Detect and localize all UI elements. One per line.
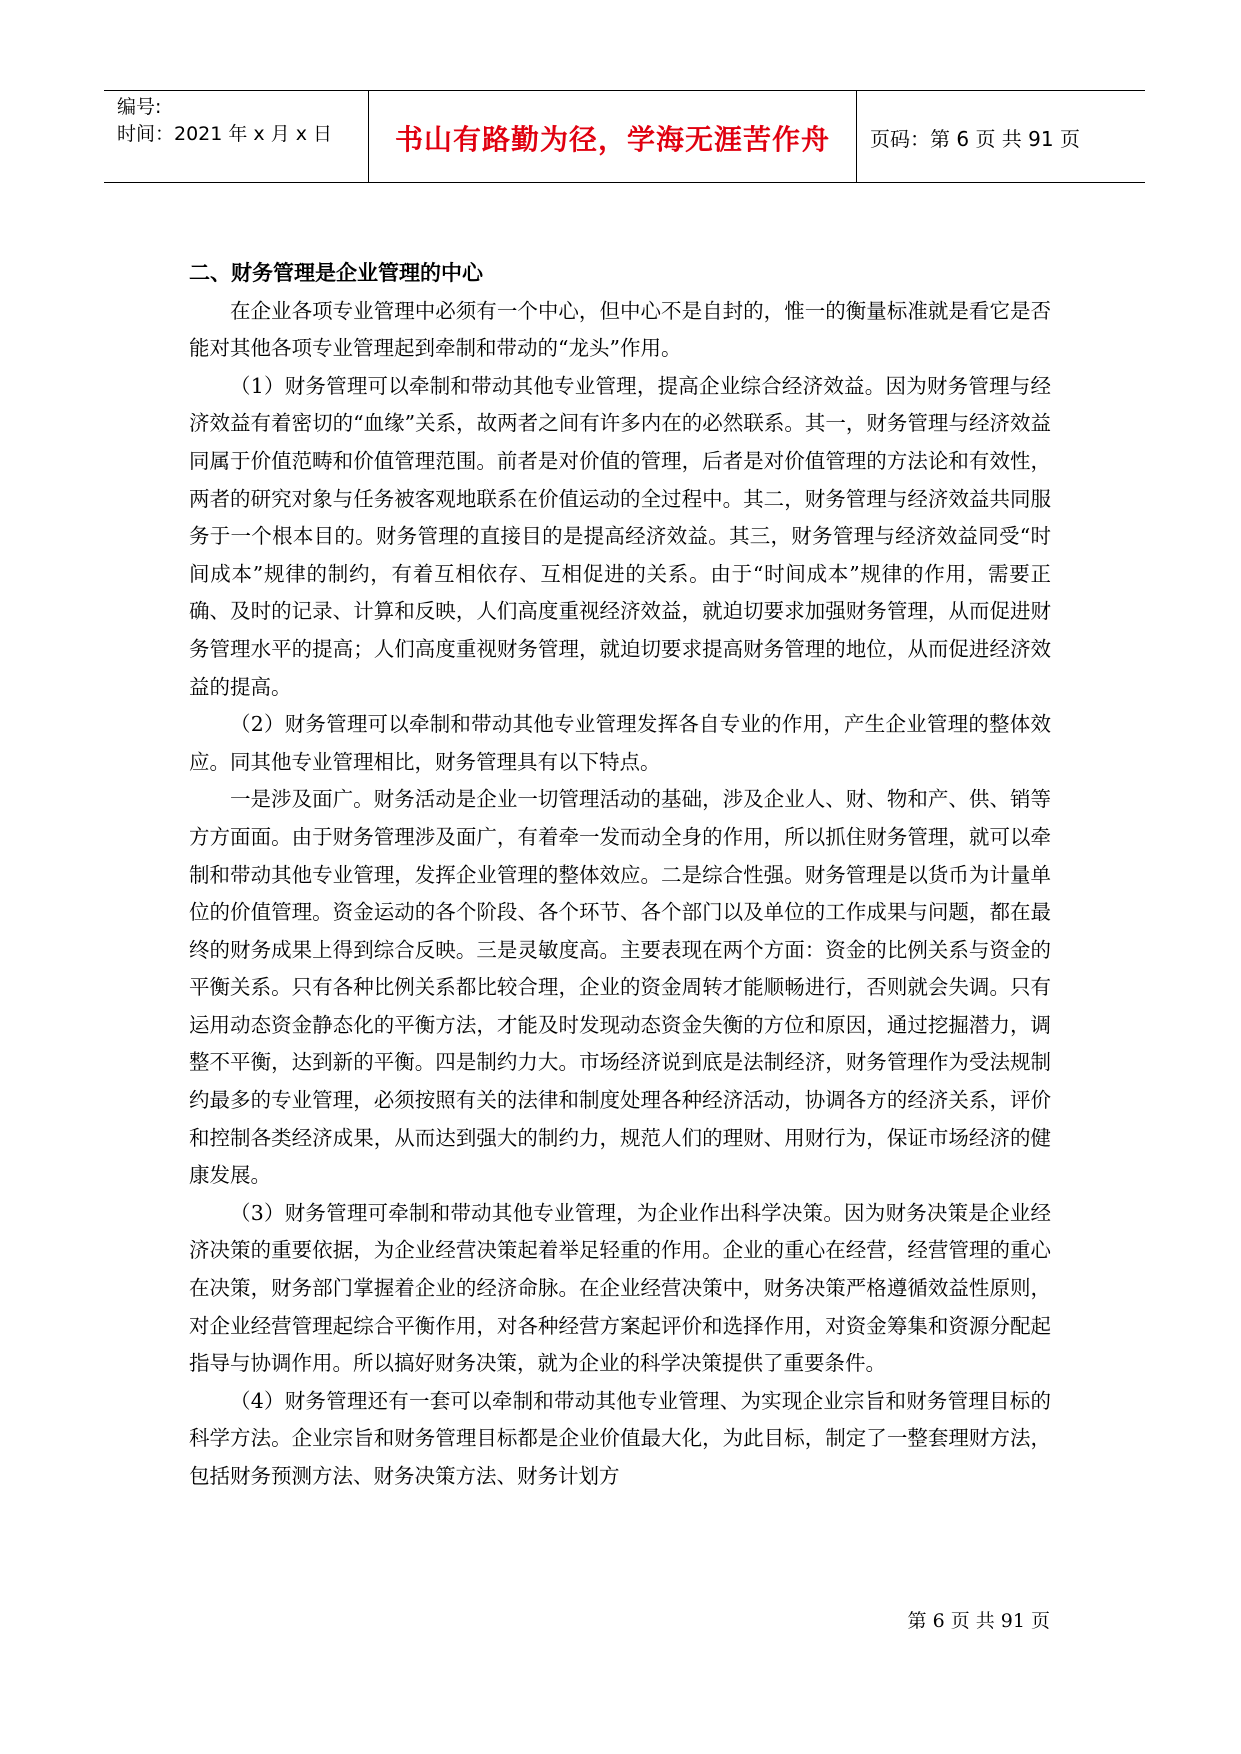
header-top-rule [104,90,1145,91]
header-left-block [117,94,332,148]
paragraph: 在企业各项专业管理中必须有一个中心，但中心不是自封的，惟一的衡量标准就是看它是否能对其他各项专业管理起到牵制和带动的“龙头”作用。 [189,298,1051,361]
paragraph: （1）财务管理可以牵制和带动其他专业管理，提高企业综合经济效益。因为财务管理与经济效益有着密切的“血缘”关系，故两者之间有许多内在的必然联系。其一，财务管理与经济效益同属于价值范畴和价值管理范围。前者是对价值的管理，后者是对价值管理的方法论和有效性，两者的研究对象与任务被客观地联系在价值运动的全过程中。其二，财务管理与经济效益共同服务于一个根本目的。财务管理的直接目的是提高经济效益。其三，财务管理与经济效益同受“时间成本”规律的制约，有着互相依存、互相促进的关系。由于“时间成本”规律的作用，需要正确、及时的记录、计算和反映，人们高度重视经济效益，就迫切要求加强财务管理，从而促进财务管理水平的提高；人们高度重视财务管理，就迫切要求提高财务管理的地位，从而促进经济效益的提高。 [189,373,1051,699]
section-title: 二、财务管理是企业管理的中心 [189,261,483,285]
header-bottom-rule [104,182,1145,183]
paragraph: （4）财务管理还有一套可以牵制和带动其他专业管理、为实现企业宗旨和财务管理目标的科学方法。企业宗旨和财务管理目标都是企业价值最大化，为此目标，制定了一整套理财方法，包括财务预测方法、财务决策方法、财务计划方 [189,1388,1051,1488]
header-time-label: 时间：2021 年 x 月 x 日 [117,123,333,145]
header-divider-right [856,90,857,182]
header-motto: 书山有路勤为径，学海无涯苦作舟 [394,123,830,156]
header-page-code: 页码：第 6 页 共 91 页 [870,127,1080,151]
paragraph: （3）财务管理可牵制和带动其他专业管理，为企业作出科学决策。因为财务决策是企业经济决策的重要依据，为企业经营决策起着举足轻重的作用。企业的重心在经营，经营管理的重心在决策，财务部门掌握着企业的经济命脉。在企业经营决策中，财务决策严格遵循效益性原则，对企业经营管理起综合平衡作用，对各种经营方案起评价和选择作用，对资金筹集和资源分配起指导与协调作用。所以搞好财务决策，就为企业的科学决策提供了重要条件。 [189,1200,1051,1376]
page-footer: 第 6 页 共 91 页 [907,1610,1050,1632]
document-body [189,255,1051,1496]
paragraph: （2）财务管理可以牵制和带动其他专业管理发挥各自专业的作用，产生企业管理的整体效应。同其他专业管理相比，财务管理具有以下特点。 [189,712,1051,774]
paragraph: 一是涉及面广。财务活动是企业一切管理活动的基础，涉及企业人、财、物和产、供、销等方方面面。由于财务管理涉及面广，有着牵一发而动全身的作用，所以抓住财务管理，就可以牵制和带动其他专业管理，发挥企业管理的整体效应。二是综合性强。财务管理是以货币为计量单位的价值管理。资金运动的各个阶段、各个环节、各个部门以及单位的工作成果与问题，都在最终的财务成果上得到综合反映。三是灵敏度高。主要表现在两个方面：资金的比例关系与资金的平衡关系。只有各种比例关系都比较合理，企业的资金周转才能顺畅进行，否则就会失调。只有运用动态资金静态化的平衡方法，才能及时发现动态资金失衡的方位和原因，通过挖掘潜力，调整不平衡，达到新的平衡。四是制约力大。市场经济说到底是法制经济，财务管理作为受法规制约最多的专业管理，必须按照有关的法律和制度处理各种经济活动，协调各方的经济关系，评价和控制各类经济成果，从而达到强大的制约力，规范人们的理财、用财行为，保证市场经济的健康发展。 [189,787,1051,1188]
header-number-label: 编号: [117,96,162,118]
